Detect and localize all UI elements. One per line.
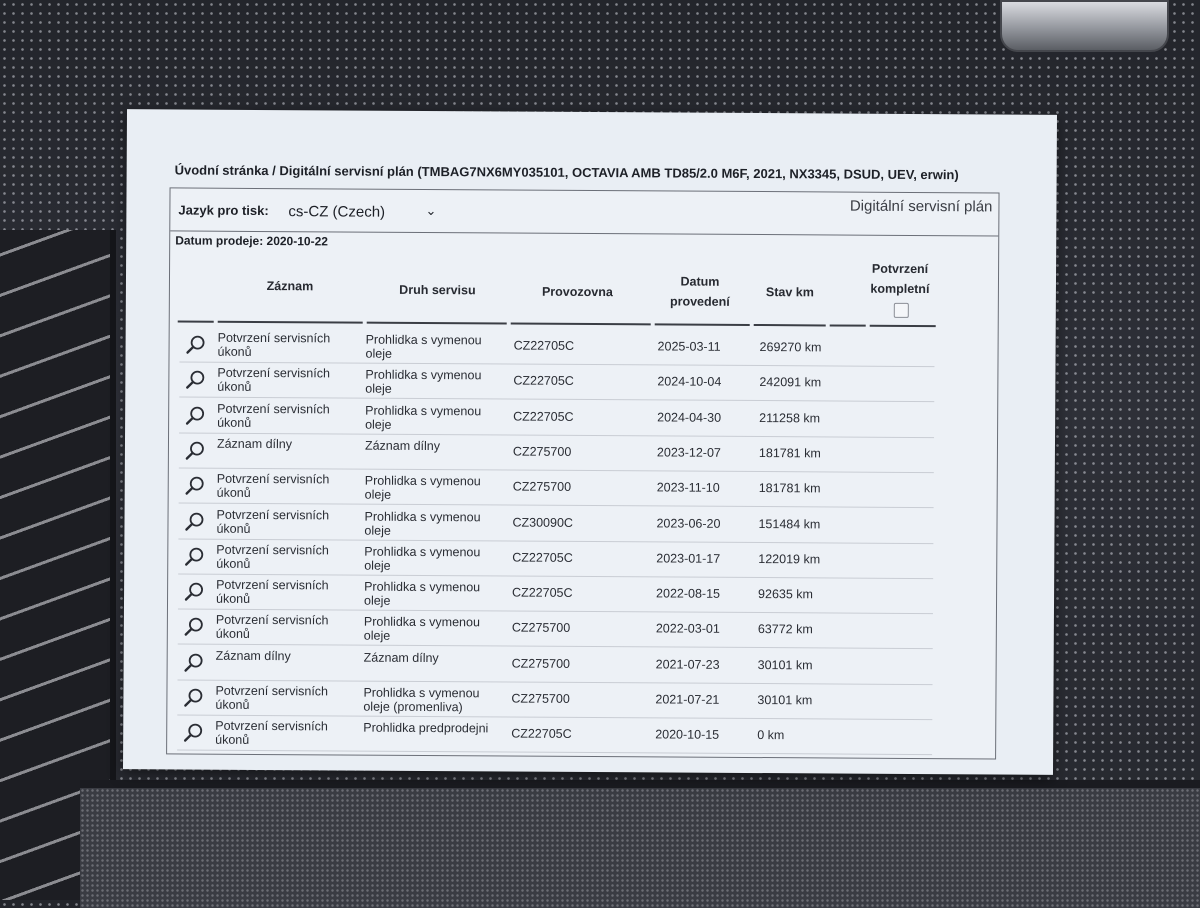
table-row (179, 326, 934, 367)
cell-stav-km: 122019 km (758, 551, 821, 567)
cell-stav-km: 181781 km (758, 445, 821, 461)
column-header-potvrzeni-line1: Potvrzení (871, 261, 929, 277)
magnifier-icon[interactable] (183, 687, 205, 709)
cell-provozovna: CZ22705C (511, 726, 572, 742)
column-header-zaznam: Záznam (266, 279, 314, 294)
table-row (177, 679, 932, 720)
magnifier-icon[interactable] (184, 510, 206, 532)
cell-provozovna: CZ275700 (512, 444, 572, 459)
cell-datum-provedeni: 2021-07-23 (655, 657, 720, 672)
cell-provozovna: CZ22705C (513, 409, 574, 424)
cell-datum-provedeni: 2024-10-04 (657, 374, 722, 390)
cell-stav-km: 269270 km (759, 340, 822, 355)
table-row (179, 397, 934, 438)
table-row (179, 468, 934, 509)
cell-datum-provedeni: 2020-10-15 (655, 727, 720, 743)
cell-druh-servisu: Prohlidka s vymenou oleje (363, 579, 481, 608)
cell-zaznam: Záznam dílny (216, 436, 293, 452)
cell-zaznam: Potvrzení servisních úkonů (216, 542, 329, 571)
column-header-datum (655, 271, 745, 312)
cell-datum-provedeni: 2021-07-21 (655, 692, 720, 707)
table-row (178, 644, 933, 685)
cell-datum-provedeni: 2023-01-17 (656, 551, 721, 566)
cell-druh-servisu: Prohlidka s vymenou oleje (365, 403, 482, 432)
cell-stav-km: 30101 km (757, 693, 813, 708)
column-header-provozovna: Provozovna (541, 284, 613, 300)
magnifier-icon[interactable] (184, 581, 206, 603)
header-divider (655, 323, 750, 326)
panel-title: Digitální servisní plán (849, 197, 993, 216)
header-divider (367, 322, 507, 325)
seat-belt-buckle (1000, 0, 1169, 52)
cell-provozovna: CZ275700 (512, 479, 572, 495)
table-row (178, 609, 933, 650)
cell-stav-km: 181781 km (758, 481, 821, 496)
magnifier-icon[interactable] (184, 651, 206, 673)
magnifier-icon[interactable] (184, 545, 206, 567)
cell-stav-km: 0 km (757, 728, 785, 743)
cell-datum-provedeni: 2023-12-07 (656, 445, 721, 460)
cell-zaznam: Potvrzení servisních úkonů (215, 683, 329, 712)
service-plan-panel (166, 187, 999, 759)
magnifier-icon[interactable] (185, 475, 207, 497)
cell-provozovna: CZ275700 (511, 656, 571, 671)
cell-stav-km: 211258 km (759, 410, 821, 425)
magnifier-icon[interactable] (184, 616, 206, 638)
print-toolbar (170, 188, 998, 236)
cell-druh-servisu: Prohlidka s vymenou oleje (364, 544, 481, 573)
magnifier-icon[interactable] (186, 334, 208, 356)
cell-datum-provedeni: 2024-04-30 (657, 410, 722, 425)
header-divider (218, 321, 363, 324)
sale-date: Datum prodeje: 2020-10-22 (175, 233, 328, 249)
header-divider (511, 323, 651, 326)
cell-druh-servisu: Prohlidka s vymenou oleje (364, 509, 481, 538)
seat-cushion (80, 780, 1200, 908)
cell-druh-servisu: Prohlidka predprodejni (363, 720, 489, 736)
column-header-stav-km: Stav km (765, 285, 814, 300)
cell-druh-servisu: Záznam dílny (364, 438, 441, 453)
column-header-datum-line1: Datum (680, 274, 720, 289)
header-divider (830, 324, 866, 326)
cell-zaznam: Záznam dílny (215, 648, 291, 663)
cell-zaznam: Potvrzení servisních úkonů (217, 330, 331, 359)
column-header-potvrzeni (860, 259, 940, 299)
cell-provozovna: CZ30090C (512, 515, 574, 530)
cell-provozovna: CZ275700 (511, 691, 570, 706)
column-header-druh: Druh servisu (399, 282, 476, 298)
chevron-down-icon: ⌄ (425, 202, 437, 219)
cell-druh-servisu: Záznam dílny (363, 650, 439, 665)
cell-stav-km: 63772 km (757, 622, 813, 637)
cell-zaznam: Potvrzení servisních úkonů (217, 366, 331, 395)
printed-service-sheet (123, 109, 1057, 775)
language-select[interactable] (288, 203, 438, 224)
cell-stav-km: 30101 km (757, 657, 813, 673)
magnifier-icon[interactable] (185, 439, 207, 461)
cell-stav-km: 92635 km (758, 587, 814, 602)
cell-druh-servisu: Prohlidka s vymenou oleje (promenliva) (363, 685, 480, 715)
table-row (177, 715, 932, 756)
cell-stav-km: 242091 km (759, 375, 822, 390)
cell-provozovna: CZ22705C (512, 585, 573, 600)
cell-provozovna: CZ22705C (513, 338, 575, 353)
cell-druh-servisu: Prohlidka s vymenou oleje (364, 473, 481, 502)
breadcrumb: Úvodní stránka / Digitální servisní plán (TMBAG7NX6MY035101, OCTAVIA AMB TD85/2.0 M6F, 2021, NX3345, DSUD, UEV, erwin) (174, 162, 959, 183)
cell-zaznam: Potvrzení servisních úkonů (217, 401, 330, 430)
header-divider (178, 320, 214, 322)
language-label: Jazyk pro tisk: (178, 202, 269, 219)
cell-zaznam: Potvrzení servisních úkonů (216, 471, 330, 501)
cell-datum-provedeni: 2022-08-15 (656, 586, 721, 601)
cell-zaznam: Potvrzení servisních úkonů (215, 577, 329, 607)
table-row (179, 362, 934, 403)
language-select-value: cs-CZ (Czech) (288, 203, 386, 221)
cell-provozovna: CZ22705C (512, 550, 573, 565)
table-row (179, 432, 934, 473)
cell-provozovna: CZ275700 (511, 620, 571, 636)
cell-datum-provedeni: 2023-11-10 (656, 480, 720, 495)
cell-datum-provedeni: 2025-03-11 (657, 339, 721, 354)
cell-druh-servisu: Prohlidka s vymenou oleje (363, 615, 480, 644)
table-row (178, 503, 933, 544)
header-divider (754, 324, 826, 326)
cell-zaznam: Potvrzení servisních úkonů (215, 613, 329, 642)
cell-zaznam: Potvrzení servisních úkonů (216, 507, 330, 536)
magnifier-icon[interactable] (183, 722, 205, 744)
magnifier-icon[interactable] (185, 369, 207, 391)
select-all-complete-checkbox[interactable] (894, 303, 909, 318)
header-divider (870, 325, 936, 327)
cell-druh-servisu: Prohlidka s vymenou oleje (365, 367, 482, 397)
column-header-potvrzeni-line2: kompletní (870, 281, 930, 297)
magnifier-icon[interactable] (185, 404, 207, 426)
table-row (178, 574, 933, 615)
cell-datum-provedeni: 2022-03-01 (655, 621, 720, 637)
column-header-datum-line2: provedení (669, 294, 730, 309)
cell-datum-provedeni: 2023-06-20 (656, 515, 721, 531)
cell-druh-servisu: Prohlidka s vymenou oleje (365, 332, 482, 361)
cell-zaznam: Potvrzení servisních úkonů (215, 719, 328, 748)
cell-stav-km: 151484 km (758, 516, 821, 531)
table-row (178, 538, 933, 579)
cell-provozovna: CZ22705C (513, 373, 574, 389)
